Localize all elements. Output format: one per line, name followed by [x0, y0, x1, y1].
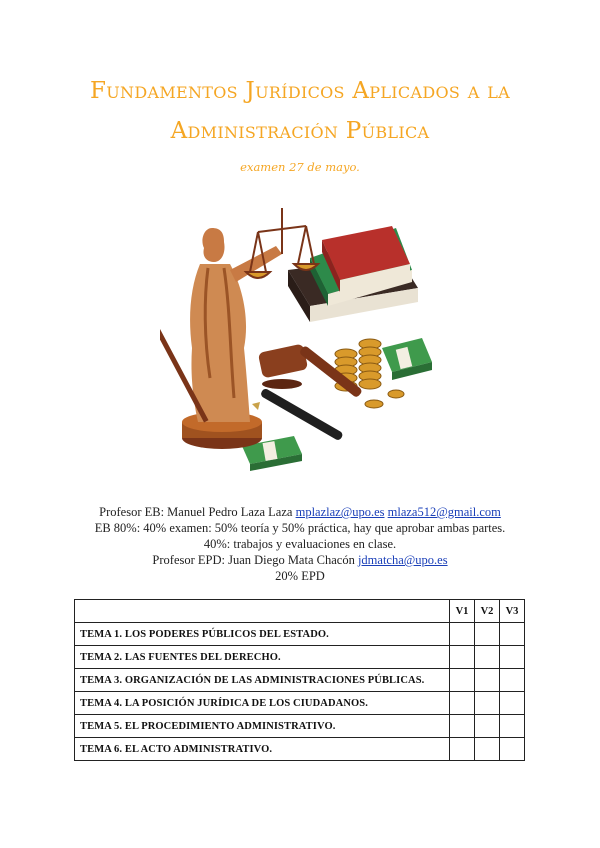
check-cell-v3[interactable]	[500, 715, 525, 738]
email-link-mplazlaz[interactable]: mplazlaz@upo.es	[295, 505, 385, 519]
topics-table	[74, 599, 525, 761]
table-header-v1: V1	[450, 600, 475, 623]
topic-cell: TEMA 5. EL PROCEDIMIENTO ADMINISTRATIVO.	[75, 715, 450, 738]
table-header-v3: V3	[500, 600, 525, 623]
check-cell-v3[interactable]	[500, 646, 525, 669]
table-header-v2: V2	[475, 600, 500, 623]
document-title-line1: Fundamentos Jurídicos Aplicados a la	[90, 78, 510, 104]
topic-cell: TEMA 4. LA POSICIÓN JURÍDICA DE LOS CIUDADANOS.	[75, 692, 450, 715]
professor-epd-label: Profesor EPD: Juan Diego Mata Chacón	[152, 553, 358, 567]
topic-cell: TEMA 2. LAS FUENTES DEL DERECHO.	[75, 646, 450, 669]
books-icon	[288, 226, 418, 322]
justice-illustration	[160, 198, 440, 473]
table-row	[75, 646, 525, 669]
check-cell-v2[interactable]	[475, 646, 500, 669]
check-cell-v1[interactable]	[450, 669, 475, 692]
check-cell-v3[interactable]	[500, 738, 525, 761]
professor-eb-line	[0, 505, 600, 520]
check-cell-v3[interactable]	[500, 692, 525, 715]
table-header-row	[75, 600, 525, 623]
money-bundle-icon	[382, 338, 432, 380]
email-link-jdmatcha[interactable]: jdmatcha@upo.es	[357, 553, 448, 567]
check-cell-v3[interactable]	[500, 623, 525, 646]
table-row	[75, 623, 525, 646]
table-row	[75, 715, 525, 738]
topic-cell: TEMA 6. EL ACTO ADMINISTRATIVO.	[75, 738, 450, 761]
document-title-line2: Administración Pública	[170, 118, 430, 144]
check-cell-v2[interactable]	[475, 623, 500, 646]
topic-cell: TEMA 3. ORGANIZACIÓN DE LAS ADMINISTRACIONES PÚBLICAS.	[75, 669, 450, 692]
exam-date-subtitle: examen 27 de mayo.	[240, 160, 360, 174]
check-cell-v1[interactable]	[450, 623, 475, 646]
check-cell-v2[interactable]	[475, 738, 500, 761]
check-cell-v1[interactable]	[450, 692, 475, 715]
table-row	[75, 669, 525, 692]
check-cell-v1[interactable]	[450, 715, 475, 738]
check-cell-v1[interactable]	[450, 646, 475, 669]
pen-icon	[252, 388, 344, 442]
email-link-mlaza512[interactable]: mlaza512@gmail.com	[387, 505, 501, 519]
eb-weight-line: EB 80%: 40% examen: 50% teoría y 50% práctica, hay que aprobar ambas partes.	[94, 521, 506, 535]
check-cell-v2[interactable]	[475, 692, 500, 715]
table-row	[75, 692, 525, 715]
coursework-line: 40%: trabajos y evaluaciones en clase.	[203, 537, 397, 551]
table-header-topic	[75, 600, 450, 623]
check-cell-v2[interactable]	[475, 669, 500, 692]
check-cell-v3[interactable]	[500, 669, 525, 692]
professor-epd-line	[0, 553, 600, 568]
topic-cell: TEMA 1. LOS PODERES PÚBLICOS DEL ESTADO.	[75, 623, 450, 646]
check-cell-v1[interactable]	[450, 738, 475, 761]
professor-eb-label: Profesor EB: Manuel Pedro Laza Laza	[99, 505, 296, 519]
table-row	[75, 738, 525, 761]
check-cell-v2[interactable]	[475, 715, 500, 738]
epd-weight-line: 20% EPD	[275, 569, 325, 583]
